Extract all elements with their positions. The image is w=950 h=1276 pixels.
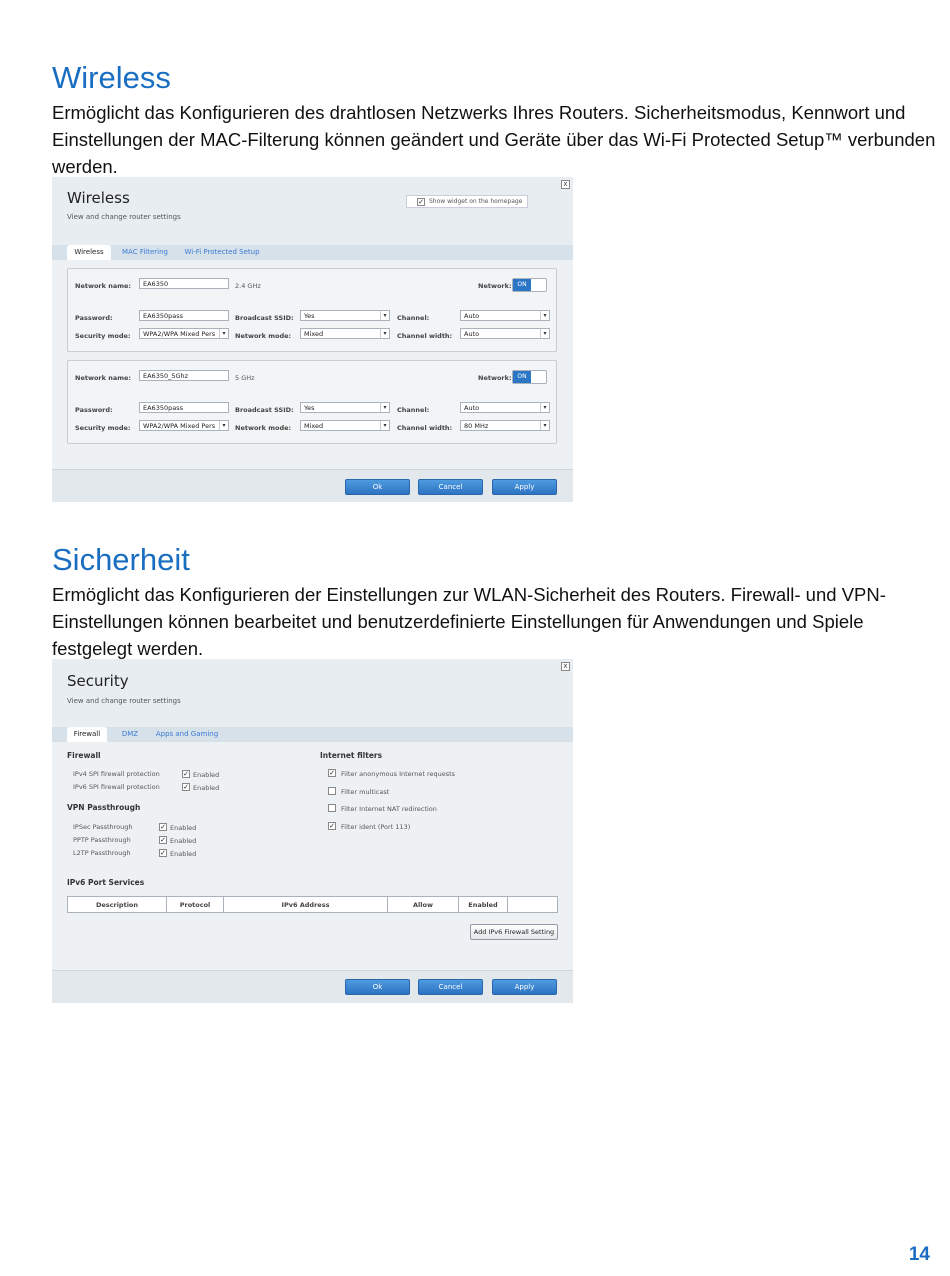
channel-select[interactable] [460,310,550,321]
close-icon[interactable]: x [561,180,570,189]
tab-apps-gaming[interactable]: Apps and Gaming [155,730,219,738]
apply-button[interactable]: Apply [492,479,557,495]
tab-wireless[interactable]: Wireless [67,245,111,260]
band-panel-5 [67,360,557,444]
network-toggle-label: Network: [478,282,512,290]
checkbox-icon[interactable]: ✓ [418,198,424,206]
ipsec-state: Enabled [170,824,197,832]
panel-title: Security [67,672,129,690]
security-mode-select[interactable] [139,420,229,431]
broadcast-ssid-label: Broadcast SSID: [235,406,294,414]
network-name-label: Network name: [75,374,132,382]
broadcast-ssid-select[interactable] [300,402,390,413]
network-name-label: Network name: [75,282,132,290]
filter-nat-label: Filter Internet NAT redirection [341,805,437,813]
cancel-button[interactable]: Cancel [418,979,483,995]
column-header: Description [68,897,167,913]
filter-multicast-label: Filter multicast [341,788,390,796]
ipv4-firewall-state: Enabled [193,771,220,779]
panel-subtitle: View and change router settings [67,213,181,221]
ipv6-services-heading: IPv6 Port Services [67,878,145,887]
chevron-down-icon: ▾ [219,329,228,338]
close-icon[interactable]: x [561,662,570,671]
widget-label: Show widget on the homepage [429,198,523,205]
ipv6-services-table [67,896,558,913]
ipv4-firewall-label: IPv4 SPI firewall protection [73,770,160,778]
password-label: Password: [75,406,113,414]
tab-wps[interactable]: Wi-Fi Protected Setup [184,248,260,256]
password-input[interactable]: EA6350pass [139,402,229,413]
ipv6-firewall-checkbox[interactable]: ✓ [183,783,189,791]
show-widget-toggle[interactable] [406,195,528,208]
ipsec-checkbox[interactable]: ✓ [160,823,166,831]
security-screenshot [52,659,573,1003]
network-toggle-label: Network: [478,374,512,382]
wireless-body [52,260,573,470]
chevron-down-icon: ▾ [380,403,389,412]
channel-width-select[interactable] [460,328,550,339]
security-mode-select[interactable] [139,328,229,339]
chevron-down-icon: ▾ [540,329,549,338]
ipv6-firewall-label: IPv6 SPI firewall protection [73,783,160,791]
network-mode-select[interactable] [300,420,390,431]
section-paragraph-wireless: Ermöglicht das Konfigurieren des drahtlosen Netzwerks Ihres Routers. Sicherheitsmodus, Kennwort und Einstellungen der MAC-Filterung können geändert und Geräte über das Wi-Fi Protected Setup™ verbunden werden. [52,102,936,177]
select-value: 80 MHz [464,422,489,430]
band-panel-24 [67,268,557,352]
chevron-down-icon: ▾ [380,421,389,430]
select-value: Yes [304,312,315,320]
network-toggle[interactable] [512,370,547,384]
band-label: 5 GHz [235,374,255,382]
firewall-heading: Firewall [67,751,101,760]
filter-anonymous-label: Filter anonymous Internet requests [341,770,456,778]
tab-bar [52,245,573,260]
select-value: WPA2/WPA Mixed Pers [143,330,216,338]
tab-dmz[interactable]: DMZ [121,730,139,738]
channel-width-label: Channel width: [397,332,453,340]
network-toggle[interactable] [512,278,547,292]
ok-button[interactable]: Ok [345,479,410,495]
network-mode-label: Network mode: [235,424,292,432]
broadcast-ssid-label: Broadcast SSID: [235,314,294,322]
network-name-input[interactable]: EA6350_5Ghz [139,370,229,381]
panel-title: Wireless [67,189,130,207]
table-header-row [68,897,558,913]
pptp-label: PPTP Passthrough [73,836,131,844]
button-footer [52,469,573,502]
column-header [508,897,558,913]
filter-ident-label: Filter ident (Port 113) [341,823,411,831]
network-mode-label: Network mode: [235,332,292,340]
column-header: Enabled [459,897,508,913]
section-paragraph-security: Ermöglicht das Konfigurieren der Einstellungen zur WLAN-Sicherheit des Routers. Firewall- und VPN-Einstellungen können bearbeitet und benutzerdefinierte Einstellungen für Anwendungen und Spiele festgelegt werden. [52,584,886,659]
tab-bar [52,727,573,742]
pptp-checkbox[interactable]: ✓ [160,836,166,844]
channel-label: Channel: [397,406,430,414]
column-header: Protocol [167,897,224,913]
l2tp-state: Enabled [170,850,197,858]
tab-firewall[interactable]: Firewall [67,727,107,742]
section-heading-wireless: Wireless [52,60,171,95]
channel-width-select[interactable] [460,420,550,431]
password-label: Password: [75,314,113,322]
ok-button[interactable]: Ok [345,979,410,995]
panel-subtitle: View and change router settings [67,697,181,705]
column-header: Allow [388,897,459,913]
pptp-state: Enabled [170,837,197,845]
wireless-header [52,177,573,245]
page-number: 14 [908,1244,930,1265]
channel-select[interactable] [460,402,550,413]
chevron-down-icon: ▾ [380,311,389,320]
select-value: Auto [464,312,480,320]
section-heading-security: Sicherheit [52,542,190,577]
channel-width-label: Channel width: [397,424,453,432]
cancel-button[interactable]: Cancel [418,479,483,495]
chevron-down-icon: ▾ [380,329,389,338]
password-input[interactable]: EA6350pass [139,310,229,321]
ipv4-firewall-checkbox[interactable]: ✓ [183,770,189,778]
l2tp-label: L2TP Passthrough [73,849,131,857]
filter-ident-checkbox[interactable]: ✓ [329,822,335,830]
select-value: Auto [464,330,480,338]
tab-mac-filtering[interactable]: MAC Filtering [122,248,168,256]
select-value: Yes [304,404,315,412]
chevron-down-icon: ▾ [540,421,549,430]
chevron-down-icon: ▾ [540,311,549,320]
security-mode-label: Security mode: [75,424,131,432]
select-value: WPA2/WPA Mixed Pers [143,422,216,430]
column-header: IPv6 Address [224,897,388,913]
filter-multicast-checkbox[interactable] [328,787,336,795]
network-name-input[interactable]: EA6350 [139,278,229,289]
chevron-down-icon: ▾ [540,403,549,412]
broadcast-ssid-select[interactable] [300,310,390,321]
channel-label: Channel: [397,314,430,322]
toggle-on-label: ON [513,371,531,383]
chevron-down-icon: ▾ [219,421,228,430]
select-value: Mixed [304,422,324,430]
toggle-on-label: ON [513,279,531,291]
l2tp-checkbox[interactable]: ✓ [160,849,166,857]
security-body [52,742,573,971]
filter-anonymous-checkbox[interactable]: ✓ [329,769,335,777]
apply-button[interactable]: Apply [492,979,557,995]
select-value: Auto [464,404,480,412]
internet-filters-heading: Internet filters [320,751,383,760]
wireless-screenshot [52,177,573,502]
band-label: 2.4 GHz [235,282,261,290]
network-mode-select[interactable] [300,328,390,339]
add-ipv6-firewall-button[interactable]: Add IPv6 Firewall Setting [470,924,558,940]
security-header [52,659,573,727]
button-footer [52,970,573,1003]
security-mode-label: Security mode: [75,332,131,340]
ipsec-label: IPSec Passthrough [73,823,133,831]
vpn-heading: VPN Passthrough [67,803,141,812]
select-value: Mixed [304,330,324,338]
ipv6-firewall-state: Enabled [193,784,220,792]
filter-nat-checkbox[interactable] [328,804,336,812]
